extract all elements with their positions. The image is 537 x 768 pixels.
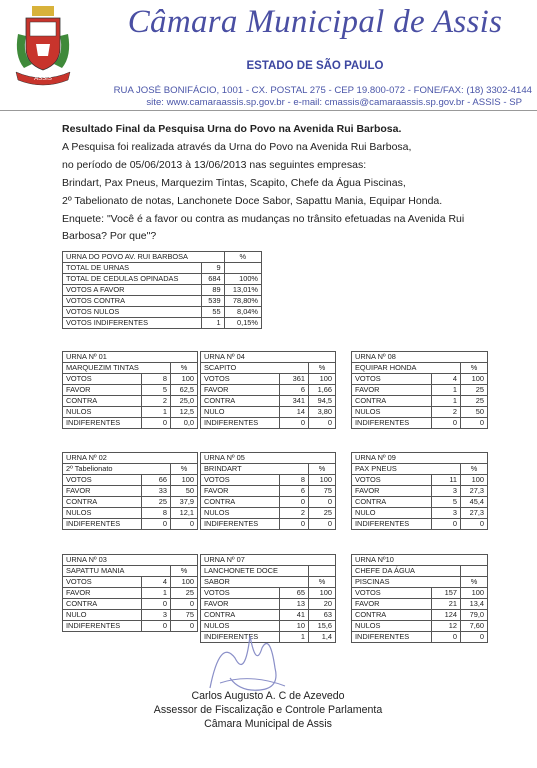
row-value: 12 bbox=[432, 621, 461, 632]
row-pct: 1,66 bbox=[309, 385, 336, 396]
body-line: A Pesquisa foi realizada através da Urna do Povo na Avenida Rui Barbosa, bbox=[62, 141, 412, 153]
row-pct: 13,01% bbox=[224, 285, 261, 296]
row-value: 6 bbox=[280, 486, 309, 497]
row-label: NULO bbox=[63, 610, 142, 621]
urna-title-row bbox=[201, 352, 336, 363]
row-value: 89 bbox=[202, 285, 225, 296]
table-row bbox=[352, 385, 488, 396]
row-value: 361 bbox=[280, 374, 309, 385]
row-value: 0 bbox=[432, 519, 461, 530]
row-pct: 100 bbox=[171, 374, 198, 385]
table-row bbox=[352, 396, 488, 407]
pct-header: % bbox=[309, 577, 336, 588]
body-line: Barbosa? Por que"? bbox=[62, 230, 157, 242]
row-pct: 100 bbox=[309, 588, 336, 599]
row-value: 33 bbox=[142, 486, 171, 497]
urna-title-row bbox=[352, 453, 488, 464]
pct-header: % bbox=[461, 464, 488, 475]
table-row bbox=[352, 497, 488, 508]
signature-role: Assessor de Fiscalização e Controle Parlamenta bbox=[153, 704, 383, 716]
row-pct: 100 bbox=[309, 374, 336, 385]
row-label: NULOS bbox=[352, 621, 432, 632]
urna-title: URNA Nº 02 bbox=[63, 453, 198, 464]
urna-store-name: SAPATTU MANIA bbox=[63, 566, 171, 577]
urna-name-row bbox=[352, 566, 488, 577]
row-label: INDIFERENTES bbox=[352, 632, 432, 643]
urna-table bbox=[351, 452, 488, 530]
row-value: 21 bbox=[432, 599, 461, 610]
urna-store-name: SCAPITO bbox=[201, 363, 309, 374]
row-pct: 100 bbox=[461, 374, 488, 385]
handwritten-signature bbox=[190, 628, 310, 698]
table-row bbox=[352, 588, 488, 599]
row-pct: 13,4 bbox=[461, 599, 488, 610]
row-value: 0 bbox=[280, 497, 309, 508]
table-row bbox=[63, 396, 198, 407]
urna-title-row bbox=[63, 453, 198, 464]
urna-title: URNA Nº10 bbox=[352, 555, 488, 566]
row-value: 5 bbox=[432, 497, 461, 508]
urna-store-name: PISCINAS bbox=[352, 577, 461, 588]
row-value: 539 bbox=[202, 296, 225, 307]
row-label: FAVOR bbox=[63, 385, 142, 396]
urna-name-row bbox=[352, 577, 488, 588]
urna-title-row bbox=[63, 555, 198, 566]
urna-title-row bbox=[201, 453, 336, 464]
row-label: CONTRA bbox=[63, 396, 142, 407]
table-row bbox=[63, 263, 262, 274]
row-pct: 100 bbox=[309, 475, 336, 486]
table-row bbox=[352, 407, 488, 418]
row-pct: 0 bbox=[171, 621, 198, 632]
pct-header: % bbox=[171, 566, 198, 577]
row-pct: 37,9 bbox=[171, 497, 198, 508]
row-pct: 50 bbox=[171, 486, 198, 497]
urna-name-row bbox=[63, 363, 198, 374]
table-row bbox=[352, 610, 488, 621]
row-value: 4 bbox=[142, 577, 171, 588]
table-row bbox=[201, 599, 336, 610]
page-title: Câmara Municipal de Assis bbox=[127, 4, 503, 40]
signature-name: Carlos Augusto A. C de Azevedo bbox=[191, 690, 345, 702]
row-value: 4 bbox=[432, 374, 461, 385]
row-label: VOTOS bbox=[201, 374, 280, 385]
urna-store-name: PAX PNEUS bbox=[352, 464, 461, 475]
urna-table bbox=[200, 351, 336, 429]
row-pct: 15,6 bbox=[309, 621, 336, 632]
row-pct: 25,0 bbox=[171, 396, 198, 407]
table-row bbox=[63, 307, 262, 318]
row-pct: 100 bbox=[461, 475, 488, 486]
table-row bbox=[63, 610, 198, 621]
urna-store-name: MARQUEZIM TINTAS bbox=[63, 363, 171, 374]
row-value: 25 bbox=[142, 497, 171, 508]
urna-title: URNA Nº 09 bbox=[352, 453, 488, 464]
row-pct: 0 bbox=[171, 599, 198, 610]
table-row bbox=[63, 296, 262, 307]
row-value: 41 bbox=[280, 610, 309, 621]
urna-title-row bbox=[352, 352, 488, 363]
table-row bbox=[63, 519, 198, 530]
row-label: VOTOS bbox=[352, 475, 432, 486]
row-label: NULO bbox=[352, 508, 432, 519]
row-pct: 27,3 bbox=[461, 508, 488, 519]
row-value: 55 bbox=[202, 307, 225, 318]
row-value: 0 bbox=[142, 599, 171, 610]
row-pct: 100% bbox=[224, 274, 261, 285]
summary-title: URNA DO POVO AV. RUI BARBOSA bbox=[63, 252, 225, 263]
empty-cell bbox=[461, 566, 488, 577]
row-label: VOTOS bbox=[201, 588, 280, 599]
table-row bbox=[63, 588, 198, 599]
table-row bbox=[352, 519, 488, 530]
row-value: 0 bbox=[280, 519, 309, 530]
row-label: FAVOR bbox=[63, 588, 142, 599]
urna-name-row bbox=[201, 363, 336, 374]
row-pct: 0 bbox=[309, 418, 336, 429]
row-label: INDIFERENTES bbox=[352, 519, 432, 530]
row-value: 1 bbox=[142, 588, 171, 599]
row-label: FAVOR bbox=[352, 599, 432, 610]
row-pct: 0 bbox=[309, 497, 336, 508]
row-pct: 27,3 bbox=[461, 486, 488, 497]
row-pct: 78,80% bbox=[224, 296, 261, 307]
row-pct: 75 bbox=[309, 486, 336, 497]
row-pct: 25 bbox=[309, 508, 336, 519]
table-row bbox=[201, 497, 336, 508]
table-row bbox=[352, 621, 488, 632]
row-pct: 100 bbox=[171, 475, 198, 486]
row-value: 0 bbox=[280, 418, 309, 429]
urna-title-row bbox=[352, 555, 488, 566]
row-label: FAVOR bbox=[352, 385, 432, 396]
urna-title-row bbox=[63, 352, 198, 363]
row-pct: 3,80 bbox=[309, 407, 336, 418]
urna-table bbox=[351, 554, 488, 643]
row-value: 65 bbox=[280, 588, 309, 599]
row-label: FAVOR bbox=[352, 486, 432, 497]
empty-cell bbox=[309, 566, 336, 577]
table-row bbox=[352, 632, 488, 643]
table-row bbox=[201, 374, 336, 385]
row-pct: 94,5 bbox=[309, 396, 336, 407]
row-label: NULOS bbox=[201, 621, 280, 632]
row-label: VOTOS bbox=[352, 588, 432, 599]
row-label: VOTOS bbox=[63, 577, 142, 588]
urna-store-name: BRINDART bbox=[201, 464, 309, 475]
row-label: FAVOR bbox=[201, 486, 280, 497]
urna-title: URNA Nº 05 bbox=[201, 453, 336, 464]
row-pct: 12,1 bbox=[171, 508, 198, 519]
urna-name-row bbox=[352, 464, 488, 475]
row-label: VOTOS NULOS bbox=[63, 307, 202, 318]
row-value: 1 bbox=[202, 318, 225, 329]
row-value: 3 bbox=[142, 610, 171, 621]
row-label: NULO bbox=[201, 407, 280, 418]
table-row bbox=[352, 508, 488, 519]
row-label: CONTRA bbox=[201, 497, 280, 508]
row-label: VOTOS bbox=[201, 475, 280, 486]
summary-table bbox=[62, 251, 262, 329]
row-value: 2 bbox=[142, 396, 171, 407]
urna-title: URNA Nº 07 bbox=[201, 555, 336, 566]
table-row bbox=[63, 418, 198, 429]
row-pct: 0 bbox=[461, 632, 488, 643]
pct-header: % bbox=[171, 464, 198, 475]
row-pct: 8,04% bbox=[224, 307, 261, 318]
urna-table bbox=[351, 351, 488, 429]
row-pct: 0 bbox=[461, 418, 488, 429]
body-line: no período de 05/06/2013 à 13/06/2013 nas seguintes empresas: bbox=[62, 159, 367, 171]
table-row bbox=[201, 385, 336, 396]
row-label: INDIFERENTES bbox=[63, 418, 142, 429]
pct-header: % bbox=[309, 464, 336, 475]
table-row bbox=[63, 486, 198, 497]
row-value: 11 bbox=[432, 475, 461, 486]
table-row bbox=[201, 486, 336, 497]
city-crest-logo bbox=[12, 6, 74, 88]
row-value: 0 bbox=[142, 621, 171, 632]
row-value: 10 bbox=[280, 621, 309, 632]
row-value: 13 bbox=[280, 599, 309, 610]
table-row bbox=[63, 577, 198, 588]
urna-title-row bbox=[201, 555, 336, 566]
row-pct: 0 bbox=[171, 519, 198, 530]
summary-pct-header: % bbox=[224, 252, 261, 263]
urna-name-row bbox=[201, 577, 336, 588]
summary-header-row bbox=[63, 252, 262, 263]
row-value: 1 bbox=[432, 385, 461, 396]
row-value: 1 bbox=[280, 632, 309, 643]
row-label: FAVOR bbox=[63, 486, 142, 497]
row-label: CONTRA bbox=[63, 599, 142, 610]
table-row bbox=[201, 519, 336, 530]
row-value: 8 bbox=[142, 508, 171, 519]
row-label: FAVOR bbox=[201, 599, 280, 610]
row-label: NULOS bbox=[352, 407, 432, 418]
row-label: VOTOS bbox=[352, 374, 432, 385]
row-pct: 7,60 bbox=[461, 621, 488, 632]
table-row bbox=[63, 274, 262, 285]
row-pct: 25 bbox=[461, 396, 488, 407]
row-label: CONTRA bbox=[352, 396, 432, 407]
body-line: Enquete: "Você é a favor ou contra as mudanças no trânsito efetuadas na Avenida Rui bbox=[62, 213, 465, 225]
row-value: 1 bbox=[432, 396, 461, 407]
row-pct: 79,0 bbox=[461, 610, 488, 621]
table-row bbox=[63, 599, 198, 610]
document-heading: Resultado Final da Pesquisa Urna do Povo na Avenida Rui Barbosa. bbox=[62, 123, 402, 135]
row-pct: 1,4 bbox=[309, 632, 336, 643]
row-label: VOTOS INDIFERENTES bbox=[63, 318, 202, 329]
table-row bbox=[201, 418, 336, 429]
urna-name-row bbox=[352, 363, 488, 374]
table-row bbox=[63, 318, 262, 329]
row-pct: 0 bbox=[461, 519, 488, 530]
row-label: INDIFERENTES bbox=[63, 519, 142, 530]
row-label: CONTRA bbox=[352, 610, 432, 621]
row-pct: 12,5 bbox=[171, 407, 198, 418]
row-value: 66 bbox=[142, 475, 171, 486]
row-label: CONTRA bbox=[63, 497, 142, 508]
row-pct: 25 bbox=[461, 385, 488, 396]
row-pct: 50 bbox=[461, 407, 488, 418]
row-pct: 63 bbox=[309, 610, 336, 621]
table-row bbox=[63, 285, 262, 296]
state-label: ESTADO DE SÃO PAULO bbox=[246, 60, 384, 72]
row-label: NULOS bbox=[63, 508, 142, 519]
urna-title: URNA Nº 04 bbox=[201, 352, 336, 363]
row-value: 5 bbox=[142, 385, 171, 396]
row-pct: 45,4 bbox=[461, 497, 488, 508]
body-line: Brindart, Pax Pneus, Marquezim Tintas, Scapito, Chefe da Água Piscinas, bbox=[62, 177, 406, 189]
row-label: INDIFERENTES bbox=[352, 418, 432, 429]
pct-header: % bbox=[171, 363, 198, 374]
urna-name-row bbox=[201, 464, 336, 475]
row-pct bbox=[224, 263, 261, 274]
row-label: INDIFERENTES bbox=[63, 621, 142, 632]
table-row bbox=[352, 486, 488, 497]
table-row bbox=[352, 599, 488, 610]
row-value: 0 bbox=[432, 632, 461, 643]
row-label: VOTOS A FAVOR bbox=[63, 285, 202, 296]
row-label: INDIFERENTES bbox=[201, 519, 280, 530]
urna-store-name: LANCHONETE DOCE bbox=[201, 566, 309, 577]
urna-table bbox=[62, 554, 198, 632]
row-value: 3 bbox=[432, 486, 461, 497]
address-line: RUA JOSÉ BONIFÁCIO, 1001 - CX. POSTAL 275 - CEP 19.800-072 - FONE/FAX: (18) 3302-4144 bbox=[113, 85, 532, 96]
table-row bbox=[201, 396, 336, 407]
row-pct: 100 bbox=[461, 588, 488, 599]
row-label: CONTRA bbox=[201, 396, 280, 407]
row-pct: 25 bbox=[171, 588, 198, 599]
row-label: VOTOS bbox=[63, 475, 142, 486]
row-value: 157 bbox=[432, 588, 461, 599]
urna-store-name: CHEFE DA ÁGUA bbox=[352, 566, 461, 577]
urna-table bbox=[200, 452, 336, 530]
row-label: TOTAL DE CEDULAS OPINADAS bbox=[63, 274, 202, 285]
table-row bbox=[352, 475, 488, 486]
row-label: CONTRA bbox=[201, 610, 280, 621]
row-value: 0 bbox=[142, 519, 171, 530]
row-pct: 20 bbox=[309, 599, 336, 610]
table-row bbox=[201, 475, 336, 486]
row-label: NULOS bbox=[63, 407, 142, 418]
row-pct: 62,5 bbox=[171, 385, 198, 396]
signature-org: Câmara Municipal de Assis bbox=[204, 718, 332, 730]
urna-store-name: EQUIPAR HONDA bbox=[352, 363, 461, 374]
table-row bbox=[352, 418, 488, 429]
row-pct: 0,15% bbox=[224, 318, 261, 329]
row-value: 0 bbox=[142, 418, 171, 429]
row-value: 2 bbox=[280, 508, 309, 519]
table-row bbox=[63, 475, 198, 486]
row-label: CONTRA bbox=[352, 497, 432, 508]
pct-header: % bbox=[461, 577, 488, 588]
table-row bbox=[352, 374, 488, 385]
crest-ribbon-text: ASSIS bbox=[34, 76, 52, 82]
row-value: 14 bbox=[280, 407, 309, 418]
row-pct: 75 bbox=[171, 610, 198, 621]
row-value: 1 bbox=[142, 407, 171, 418]
urna-title: URNA Nº 01 bbox=[63, 352, 198, 363]
row-value: 6 bbox=[280, 385, 309, 396]
table-row bbox=[63, 621, 198, 632]
urna-name-row bbox=[63, 464, 198, 475]
table-row bbox=[201, 407, 336, 418]
row-pct: 0 bbox=[309, 519, 336, 530]
body-line: 2º Tabelionato de notas, Lanchonete Doce Sabor, Sapattu Mania, Equipar Honda. bbox=[62, 195, 443, 207]
row-value: 124 bbox=[432, 610, 461, 621]
pct-header: % bbox=[309, 363, 336, 374]
row-value: 8 bbox=[280, 475, 309, 486]
row-pct: 0,0 bbox=[171, 418, 198, 429]
row-label: FAVOR bbox=[201, 385, 280, 396]
row-label: TOTAL DE URNAS bbox=[63, 263, 202, 274]
urna-name-row bbox=[63, 566, 198, 577]
row-label: NULOS bbox=[201, 508, 280, 519]
table-row bbox=[201, 610, 336, 621]
table-row bbox=[63, 508, 198, 519]
contact-line: site: www.camaraassis.sp.gov.br - e-mail: cmassis@camaraassis.sp.gov.br - ASSIS - SP bbox=[146, 97, 522, 108]
header-divider bbox=[0, 110, 537, 111]
row-value: 684 bbox=[202, 274, 225, 285]
row-label: INDIFERENTES bbox=[201, 632, 280, 643]
table-row bbox=[201, 588, 336, 599]
table-row bbox=[63, 385, 198, 396]
urna-table bbox=[62, 351, 198, 429]
table-row bbox=[63, 497, 198, 508]
urna-title: URNA Nº 08 bbox=[352, 352, 488, 363]
table-row bbox=[201, 508, 336, 519]
row-value: 3 bbox=[432, 508, 461, 519]
urna-store-name: SABOR bbox=[201, 577, 309, 588]
row-value: 9 bbox=[202, 263, 225, 274]
urna-table bbox=[62, 452, 198, 530]
row-value: 8 bbox=[142, 374, 171, 385]
pct-header: % bbox=[461, 363, 488, 374]
row-value: 341 bbox=[280, 396, 309, 407]
urna-name-row bbox=[201, 566, 336, 577]
table-row bbox=[63, 407, 198, 418]
urna-store-name: 2º Tabelionato bbox=[63, 464, 171, 475]
row-label: INDIFERENTES bbox=[201, 418, 280, 429]
urna-title: URNA Nº 03 bbox=[63, 555, 198, 566]
row-label: VOTOS bbox=[63, 374, 142, 385]
row-value: 0 bbox=[432, 418, 461, 429]
row-pct: 100 bbox=[171, 577, 198, 588]
row-value: 2 bbox=[432, 407, 461, 418]
row-label: VOTOS CONTRA bbox=[63, 296, 202, 307]
table-row bbox=[63, 374, 198, 385]
